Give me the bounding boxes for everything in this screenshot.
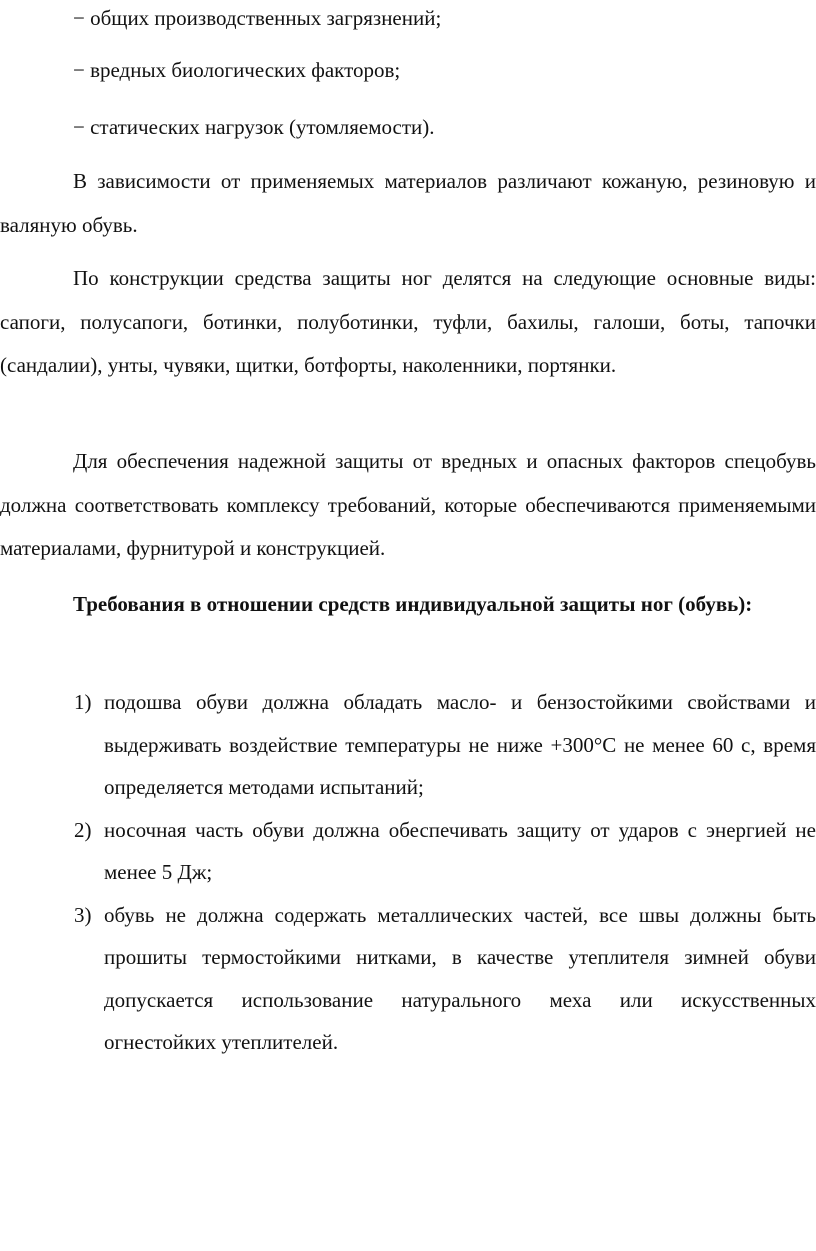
list-item-number: 1) (74, 690, 92, 714)
list-item-number: 3) (74, 902, 92, 927)
dash-item-static-loads: − статических нагрузок (утомляемости). (73, 115, 435, 139)
list-item-text: обувь не должна содержать металлических частей, все швы должны быть прошиты термостойкими нитками, в качестве утеплителя зимней обуви допускается использование натурального меха или искусственных огнестойких утеплителей. (104, 902, 816, 1054)
dash-item-biological-factors: − вредных биологических факторов; (73, 58, 401, 82)
paragraph-construction: По конструкции средства защиты ног делятся на следующие основные виды: сапоги, полусапоги, ботинки, полуботинки, туфли, бахилы, галоши, боты, тапочки (сандалии), унты, чувяки, щитки, ботфорты, наколенники, портянки. (0, 266, 816, 377)
list-item (0, 681, 816, 809)
requirements-list (0, 681, 816, 1064)
list-item-text: носочная часть обуви должна обеспечивать защиту от ударов с энергией не менее 5 Дж; (104, 817, 816, 884)
paragraph-requirements-intro: Для обеспечения надежной защиты от вредных и опасных факторов спецобувь должна соответствовать комплексу требований, которые обеспечиваются применяемыми материалами, фурнитурой и конструкцией. (0, 449, 816, 560)
paragraph-materials: В зависимости от применяемых материалов различают кожаную, резиновую и валяную обувь. (0, 169, 816, 237)
dash-item-industrial-contamination: − общих производственных загрязнений; (73, 6, 442, 30)
list-item-number: 2) (74, 817, 92, 842)
list-item (0, 894, 816, 1064)
list-item-text: подошва обуви должна обладать масло- и бензостойкими свойствами и выдерживать воздействие температуры не ниже +300°С не менее 60 с, время определяется методами испытаний; (104, 690, 816, 799)
section-heading: Требования в отношении средств индивидуальной защиты ног (обувь): (73, 592, 753, 616)
list-item (0, 809, 816, 894)
